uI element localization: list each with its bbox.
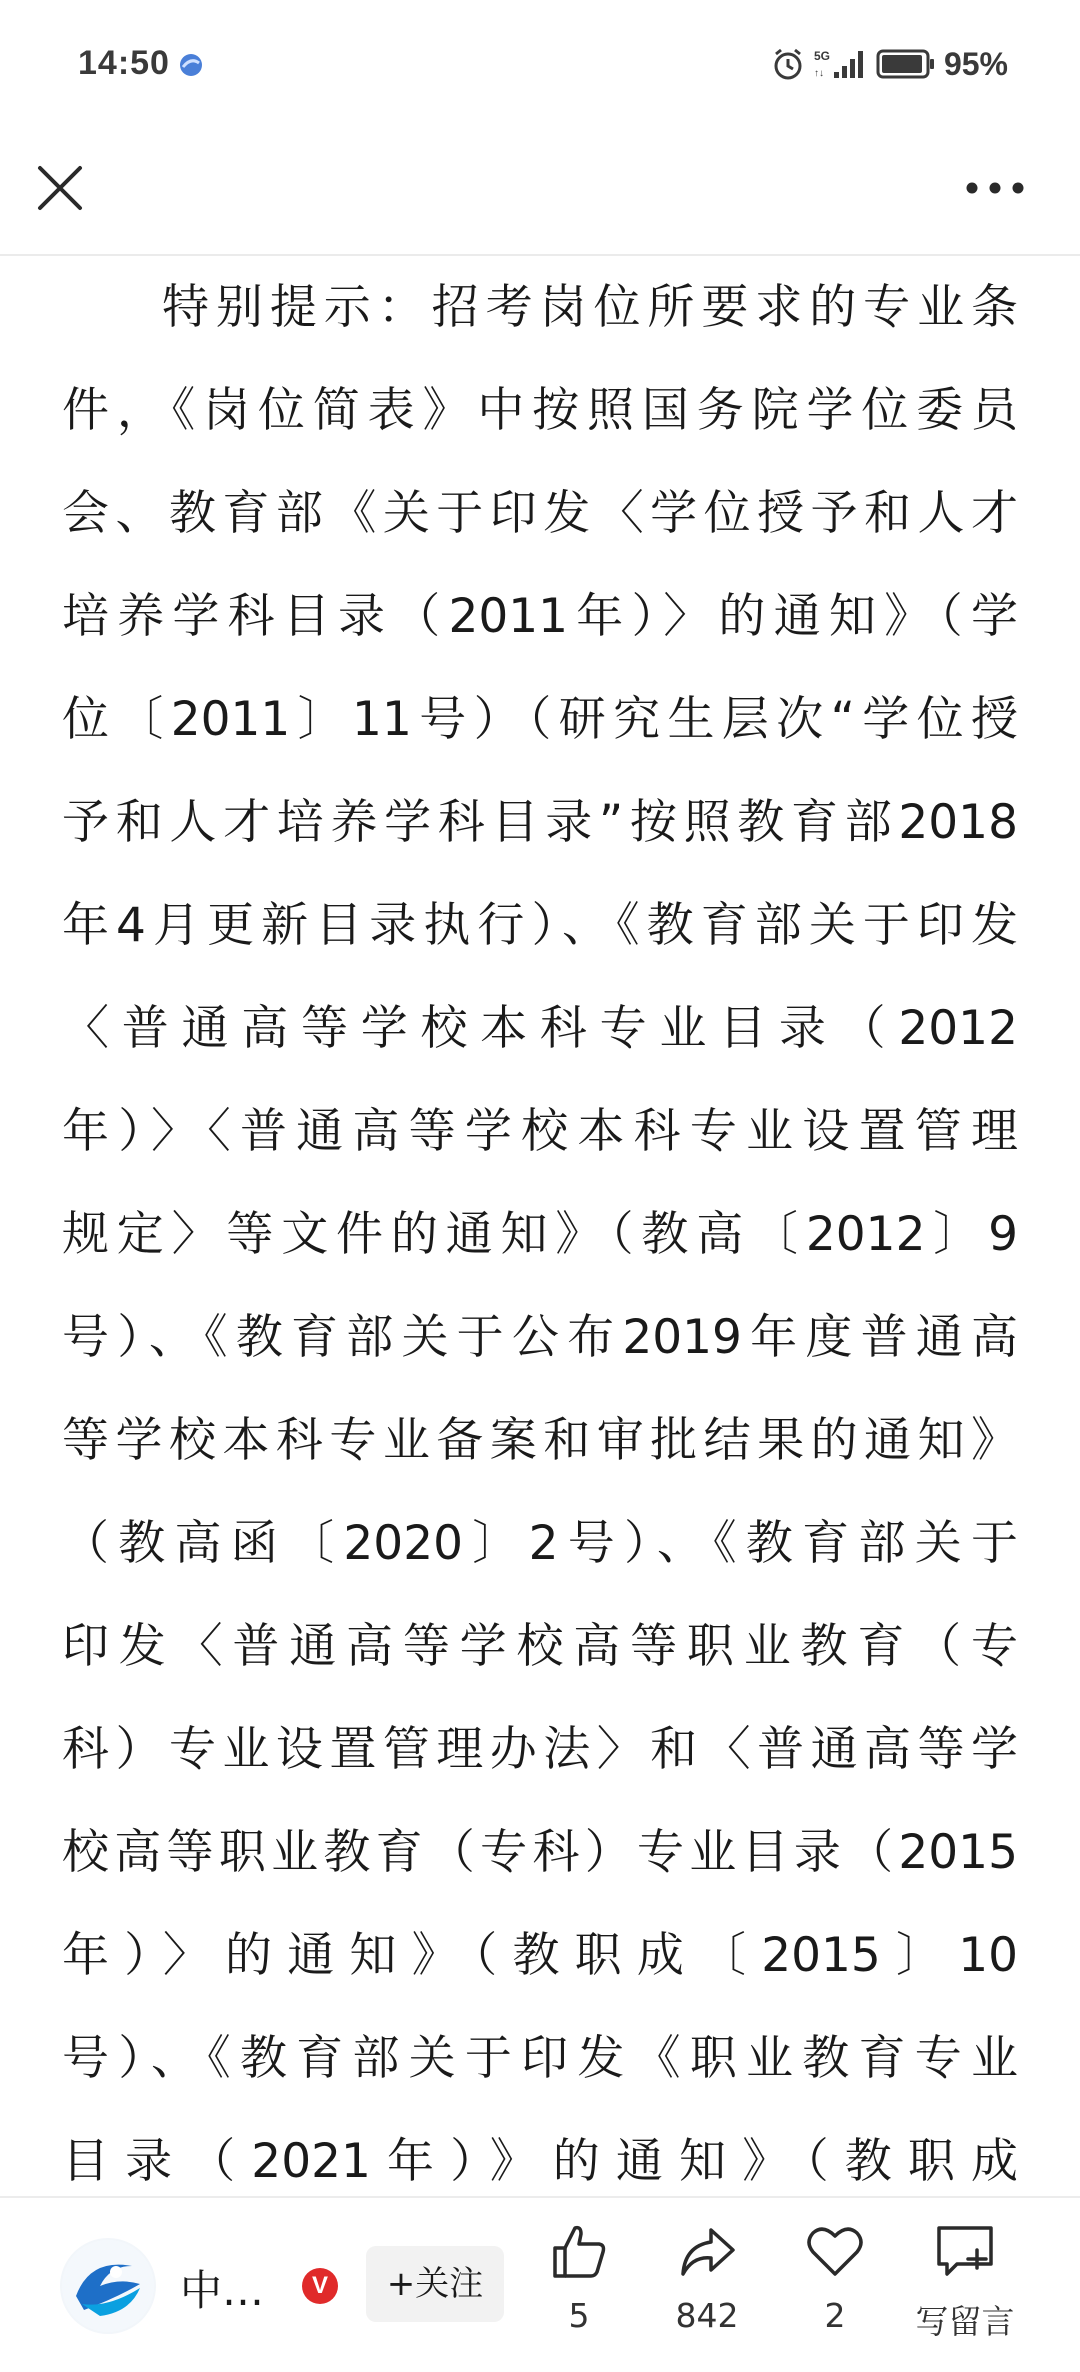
network-type-label: 5G <box>813 49 830 63</box>
account-logo-icon <box>60 2238 156 2334</box>
favorite-button[interactable] <box>770 2220 900 2360</box>
article-line: 科）专业设置管理办法〉和〈普通高等学 <box>62 1722 1018 1777</box>
article-line: 校高等职业教育（专科）专业目录（2015 <box>62 1825 1018 1880</box>
article-line: 规定〉等文件的通知》（教高〔2012〕9 <box>62 1207 1018 1262</box>
app-notification-icon <box>178 52 204 78</box>
top-navigation-bar <box>0 128 1080 256</box>
bottom-action-bar <box>0 2196 1080 2372</box>
like-count: 5 <box>568 2296 590 2335</box>
favorite-count: 2 <box>824 2296 846 2335</box>
article-line: 予和人才培养学科目录”按照教育部2018 <box>62 795 1018 850</box>
comment-icon <box>933 2220 997 2284</box>
article-line: 印发〈普通高等学校高等职业教育（专 <box>62 1619 1018 1674</box>
status-bar <box>0 0 1080 128</box>
article-line: 〈普通高等学校本科专业目录（2012 <box>62 1001 1018 1056</box>
article-line: 等学校本科专业备案和审批结果的通知》 <box>62 1413 1018 1468</box>
article-line: 年）〉〈普通高等学校本科专业设置管理 <box>62 1104 1018 1159</box>
article-line: （教高函〔2020〕2号）、《教育部关于 <box>62 1516 1018 1571</box>
heart-icon <box>803 2220 867 2284</box>
share-icon <box>675 2220 739 2284</box>
status-right-group <box>770 42 1008 86</box>
close-icon[interactable] <box>30 158 90 218</box>
share-count: 842 <box>675 2296 739 2335</box>
article-body <box>62 256 1018 2196</box>
article-line: 特别提示：招考岗位所要求的专业条 <box>162 280 1018 335</box>
article-line: 号）、《教育部关于公布2019年度普通高 <box>62 1310 1018 1365</box>
battery-icon <box>876 47 936 81</box>
thumbs-up-icon <box>547 2220 611 2284</box>
write-comment-button[interactable] <box>900 2220 1030 2360</box>
article-line: 培养学科目录（2011年）〉的通知》（学 <box>62 589 1018 644</box>
status-time: 14:50 <box>78 44 170 82</box>
more-dots-icon[interactable] <box>960 158 1030 218</box>
article-line: 目录（2021年）》的通知》（教职成 <box>62 2134 1018 2189</box>
battery-percentage: 95% <box>943 45 1008 82</box>
article-line: 位〔2011〕11号）（研究生层次“学位授 <box>62 692 1018 747</box>
article-line: 会、教育部《关于印发〈学位授予和人才 <box>62 486 1018 541</box>
follow-button[interactable]: +关注 <box>366 2246 504 2322</box>
share-button[interactable] <box>642 2220 772 2360</box>
article-line: 件，《岗位简表》中按照国务院学位委员 <box>62 383 1018 438</box>
account-avatar[interactable] <box>60 2238 156 2334</box>
article-line: 年）〉的通知》（教职成〔2015〕10 <box>62 1928 1018 1983</box>
cellular-signal-icon <box>814 46 868 82</box>
article-line: 号）、《教育部关于印发《职业教育专业 <box>62 2031 1018 2086</box>
alarm-icon <box>770 46 806 82</box>
like-button[interactable] <box>514 2220 644 2360</box>
article-line: 年4月更新目录执行）、《教育部关于印发 <box>62 898 1018 953</box>
account-name[interactable]: 中… <box>180 2266 265 2315</box>
write-comment-label: 写留言 <box>915 2302 1015 2341</box>
verified-badge: V <box>302 2268 338 2304</box>
svg-text:↑↓: ↑↓ <box>813 68 824 79</box>
